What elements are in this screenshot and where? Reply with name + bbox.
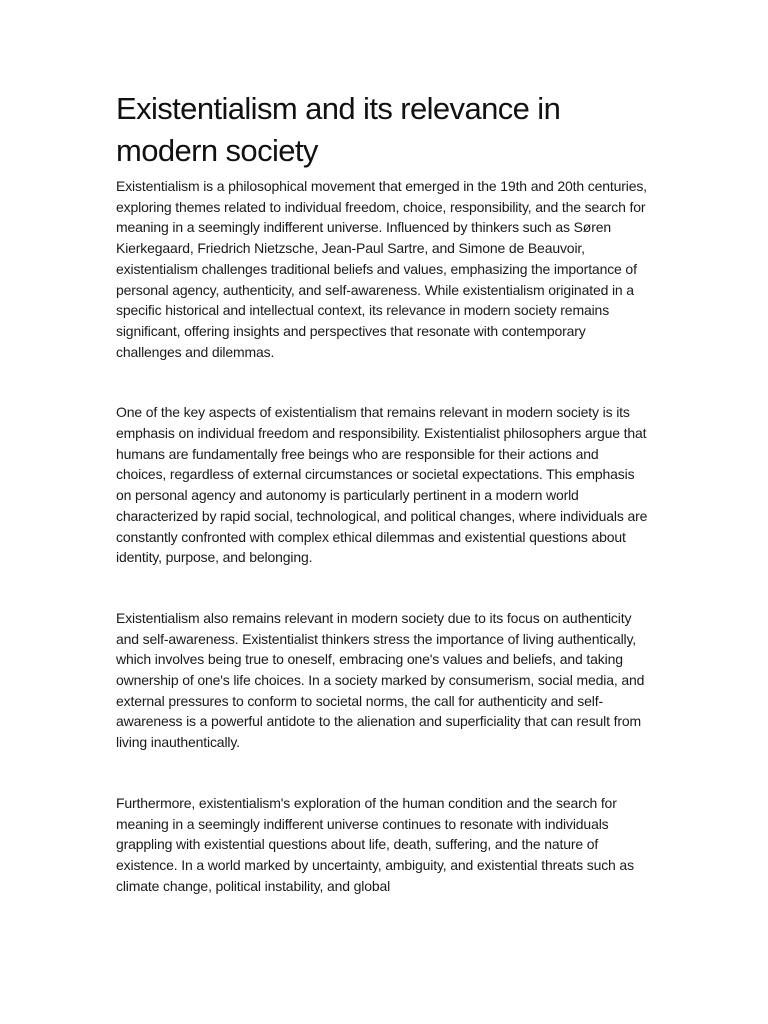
- paragraph-authenticity: Existentialism also remains relevant in modern society due to its focus on authenticity and self-awareness. Existentialist thinkers stress the importance of living authentically, which involves being true to oneself, embracing one's values and beliefs, and taking ownership of one's life choices. In a society marked by consumerism, social media, and external pressures to conform to societal norms, the call for authenticity and self-awareness is a powerful antidote to the alienation and superficiality that can result from living inauthentically.: [116, 609, 645, 751]
- document-page: [116, 88, 652, 936]
- document-title: Existentialism and its relevance in modern society: [116, 91, 561, 168]
- paragraph-freedom: One of the key aspects of existentialism that remains relevant in modern society is its emphasis on individual freedom and responsibility. Existentialist philosophers argue that humans are fundamentally free beings who are responsible for their actions and choices, regardless of external circumstances or societal expectations. This emphasis on personal agency and autonomy is particularly pertinent in a modern world characterized by rapid social, technological, and political changes, where individuals are constantly confronted with complex ethical dilemmas and existential questions about identity, purpose, and belonging.: [116, 404, 648, 566]
- paragraph-human-condition: Furthermore, existentialism's exploration of the human condition and the search for meaning in a seemingly indifferent universe continues to resonate with individuals grappling with existential questions about life, death, suffering, and the nature of existence. In a world marked by uncertainty, ambiguity, and existential threats such as climate change, political instability, and global: [116, 794, 634, 894]
- paragraph-intro: Existentialism is a philosophical movement that emerged in the 19th and 20th centuries, exploring themes related to individual freedom, choice, responsibility, and the search for meaning in a seemingly indifferent universe. Influenced by thinkers such as Søren Kierkegaard, Friedrich Nietzsche, Jean-Paul Sartre, and Simone de Beauvoir, existentialism challenges traditional beliefs and values, emphasizing the importance of personal agency, authenticity, and self-awareness. While existentialism originated in a specific historical and intellectual context, its relevance in modern society remains significant, offering insights and perspectives that resonate with contemporary challenges and dilemmas.: [116, 178, 647, 360]
